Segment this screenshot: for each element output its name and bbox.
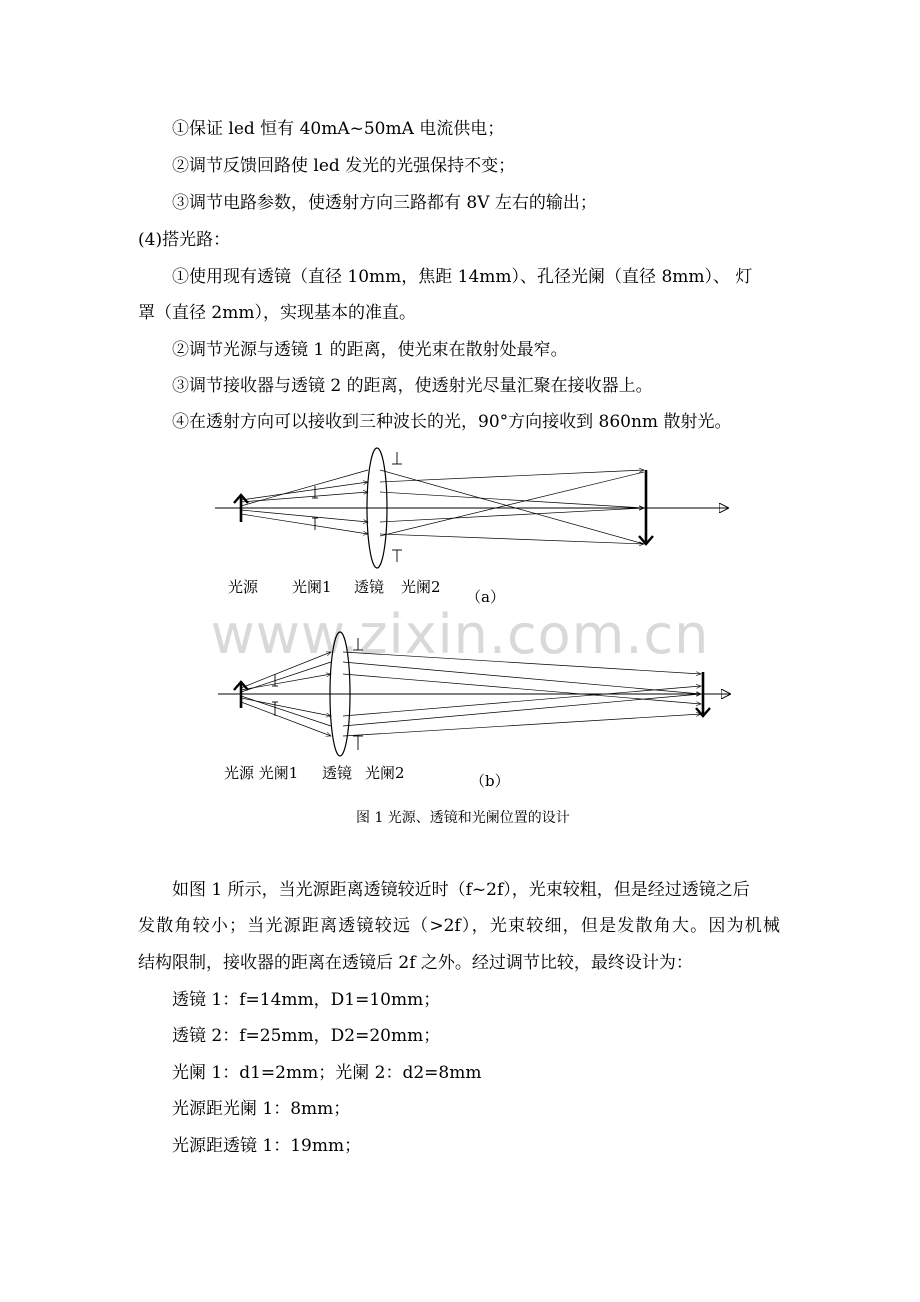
label-stop1: 光阑1 (292, 578, 332, 596)
paragraph-item-3: ③调节电路参数，使透射方向三路都有 8V 左右的输出； (172, 193, 597, 213)
ray (241, 514, 368, 534)
watermark: www.zixin.com.cn (210, 603, 710, 666)
label-light-source-stop1: 光源 光阑1 (224, 764, 299, 782)
paragraph-item-5-line-1: ①使用现有透镜（直径 10mm，焦距 14mm）、孔径光阑（直径 8mm）、 灯 (172, 267, 753, 287)
ray (241, 510, 368, 522)
ray (380, 470, 644, 482)
ray (380, 492, 644, 508)
spec-source-to-lens1: 光源距透镜 1：19mm； (172, 1136, 362, 1156)
section-heading: (4)搭光路： (138, 230, 231, 250)
optical-diagram-b (0, 626, 920, 766)
ray (380, 470, 644, 544)
paragraph-item-1: ①保证 led 恒有 40mA~50mA 电流供电； (172, 119, 505, 139)
ray (241, 470, 368, 506)
ray (380, 534, 644, 544)
paragraph-body-line-3: 结构限制，接收器的距离在透镜后 2f 之外。经过调节比较，最终设计为： (138, 953, 693, 973)
paragraph-item-5-line-2: 罩（直径 2mm），实现基本的准直。 (138, 303, 416, 323)
label-stop2: 光阑2 (401, 578, 441, 596)
label-light-source: 光源 (228, 578, 259, 596)
optical-diagram-a (0, 440, 920, 570)
ray (343, 714, 701, 736)
paragraph-body-line-1: 如图 1 所示，当光源距离透镜较近时（f~2f），光束较粗，但是经过透镜之后 (172, 880, 750, 900)
ray (380, 472, 644, 536)
ray (343, 652, 701, 674)
paragraph-item-8: ④在透射方向可以接收到三种波长的光，90°方向接收到 860nm 散射光。 (172, 412, 732, 432)
paragraph-item-6: ②调节光源与透镜 1 的距离，使光束在散射处最窄。 (172, 340, 568, 360)
ray (380, 508, 644, 522)
spec-lens-1: 透镜 1：f=14mm，D1=10mm； (172, 990, 441, 1010)
figure-tag-a: （a） (466, 588, 505, 606)
ray (241, 652, 331, 688)
label-stop2: 光阑2 (365, 764, 405, 782)
ray (241, 662, 331, 692)
label-lens: 透镜 (354, 578, 385, 596)
ray (343, 686, 701, 716)
ray (343, 694, 701, 726)
ray (241, 696, 331, 726)
figure-caption: 图 1 光源、透镜和光阑位置的设计 (356, 810, 570, 826)
paragraph-item-7: ③调节接收器与透镜 2 的距离，使透射光尽量汇聚在接收器上。 (172, 376, 653, 396)
spec-source-to-stop1: 光源距光阑 1：8mm； (172, 1099, 351, 1119)
label-lens: 透镜 (322, 764, 353, 782)
paragraph-body-line-2: 发散角较小；当光源距离透镜较远（>2f），光束较细，但是发散角大。因为机械 (138, 916, 780, 936)
figure-tag-b: （b） (470, 772, 510, 790)
spec-lens-2: 透镜 2：f=25mm，D2=20mm； (172, 1026, 441, 1046)
paragraph-item-2: ②调节反馈回路使 led 发光的光强保持不变； (172, 156, 516, 176)
spec-stops: 光阑 1：d1=2mm；光阑 2：d2=8mm (172, 1063, 482, 1083)
